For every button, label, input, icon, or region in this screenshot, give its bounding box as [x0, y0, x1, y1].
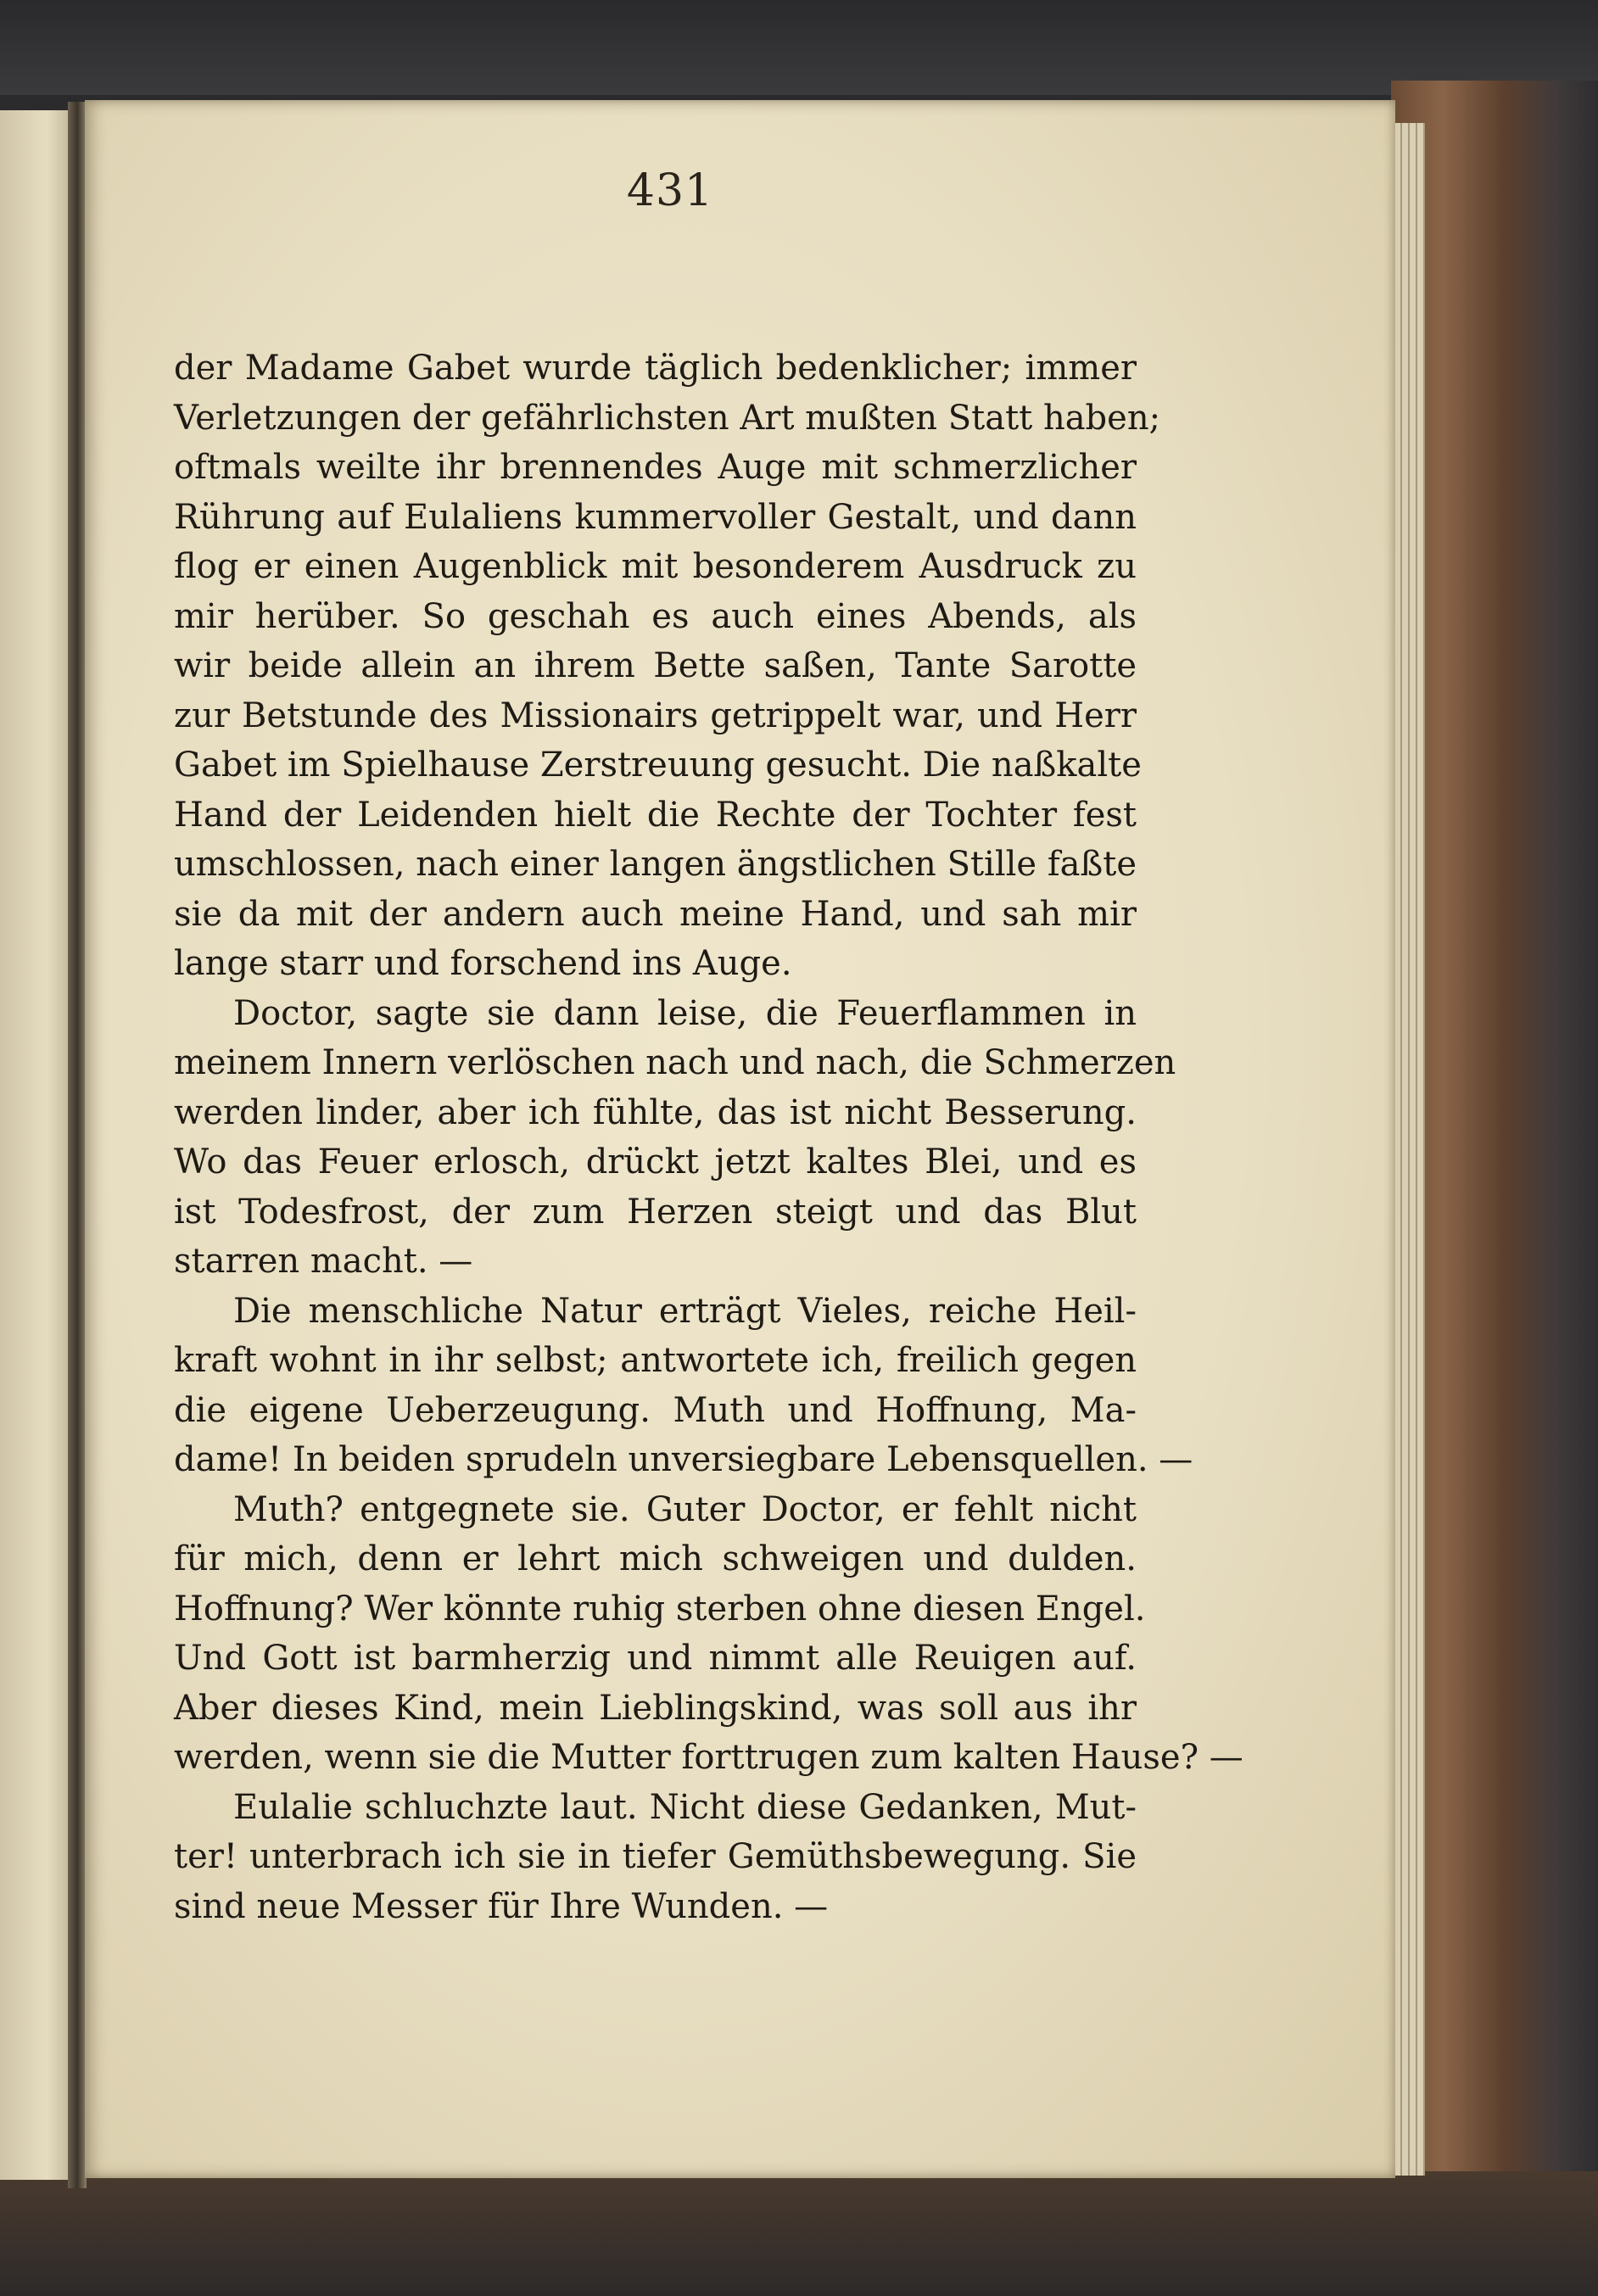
text-line: oftmals weilte ihr brennendes Auge mit schmerzlicher — [174, 448, 1137, 487]
text-line: Rührung auf Eulaliens kummervoller Gestalt, und dann — [174, 497, 1137, 537]
text-line: Aber dieses Kind, mein Lieblingskind, was soll aus ihr — [174, 1688, 1137, 1728]
text-line: Doctor, sagte sie dann leise, die Feuerflammen in — [233, 993, 1137, 1033]
text-line: sind neue Messer für Ihre Wunden. — — [174, 1886, 829, 1926]
text-line: meinem Innern verlöschen nach und nach, die Schmerzen — [174, 1043, 1176, 1082]
page-number: 431 — [626, 165, 714, 216]
text-line: lange starr und forschend ins Auge. — [174, 944, 792, 983]
text-line: ter! unterbrach ich sie in tiefer Gemüthsbewegung. Sie — [174, 1837, 1137, 1876]
text-line: kraft wohnt in ihr selbst; antwortete ich, freilich gegen — [174, 1341, 1137, 1380]
text-line: Hoffnung? Wer könnte ruhig sterben ohne diesen Engel. — [174, 1589, 1146, 1628]
text-line: die eigene Ueberzeugung. Muth und Hoffnung, Ma- — [174, 1390, 1137, 1430]
text-line: zur Betstunde des Missionairs getrippelt war, und Herr — [174, 696, 1137, 735]
text-line: sie da mit der andern auch meine Hand, und sah mir — [174, 894, 1137, 934]
text-line: Wo das Feuer erlosch, drückt jetzt kaltes Blei, und es — [174, 1142, 1137, 1182]
text-line: starren macht. — — [174, 1242, 473, 1281]
book-cover-bottom — [0, 2171, 1598, 2296]
text-line: Eulalie schluchzte laut. Nicht diese Gedanken, Mut- — [233, 1787, 1137, 1827]
text-line: dame! In beiden sprudeln unversiegbare Lebensquellen. — — [174, 1440, 1193, 1479]
text-line: Die menschliche Natur erträgt Vieles, reiche Heil- — [233, 1291, 1137, 1331]
text-line: der Madame Gabet wurde täglich bedenklicher; immer — [174, 349, 1137, 388]
text-line: Muth? entgegnete sie. Guter Doctor, er fehlt nicht — [233, 1489, 1137, 1529]
text-line: ist Todesfrost, der zum Herzen steigt und das Blut — [174, 1192, 1137, 1232]
book-gutter — [68, 102, 87, 2188]
text-line: Und Gott ist barmherzig und nimmt alle Reuigen auf. — [174, 1639, 1137, 1678]
text-line: für mich, denn er lehrt mich schweigen und dulden. — [174, 1539, 1137, 1578]
text-line: wir beide allein an ihrem Bette saßen, Tante Sarotte — [174, 646, 1137, 685]
text-line: mir herüber. So geschah es auch eines Abends, als — [174, 596, 1137, 636]
text-line: umschlossen, nach einer langen ängstlichen Stille faßte — [174, 845, 1137, 884]
page-body-text — [174, 344, 1243, 1931]
text-line: werden, wenn sie die Mutter forttrugen zum kalten Hause? — — [174, 1738, 1243, 1777]
text-line: Verletzungen der gefährlichsten Art mußten Statt haben; — [174, 398, 1161, 438]
text-line: Hand der Leidenden hielt die Rechte der Tochter fest — [174, 795, 1137, 835]
book-cover-top — [0, 0, 1598, 95]
text-line: flog er einen Augenblick mit besonderem Ausdruck zu — [174, 547, 1137, 586]
text-line: Gabet im Spielhause Zerstreuung gesucht. Die naßkalte — [174, 746, 1142, 785]
left-page-edge — [0, 110, 78, 2180]
text-line: werden linder, aber ich fühlte, das ist nicht Besserung. — [174, 1092, 1137, 1132]
